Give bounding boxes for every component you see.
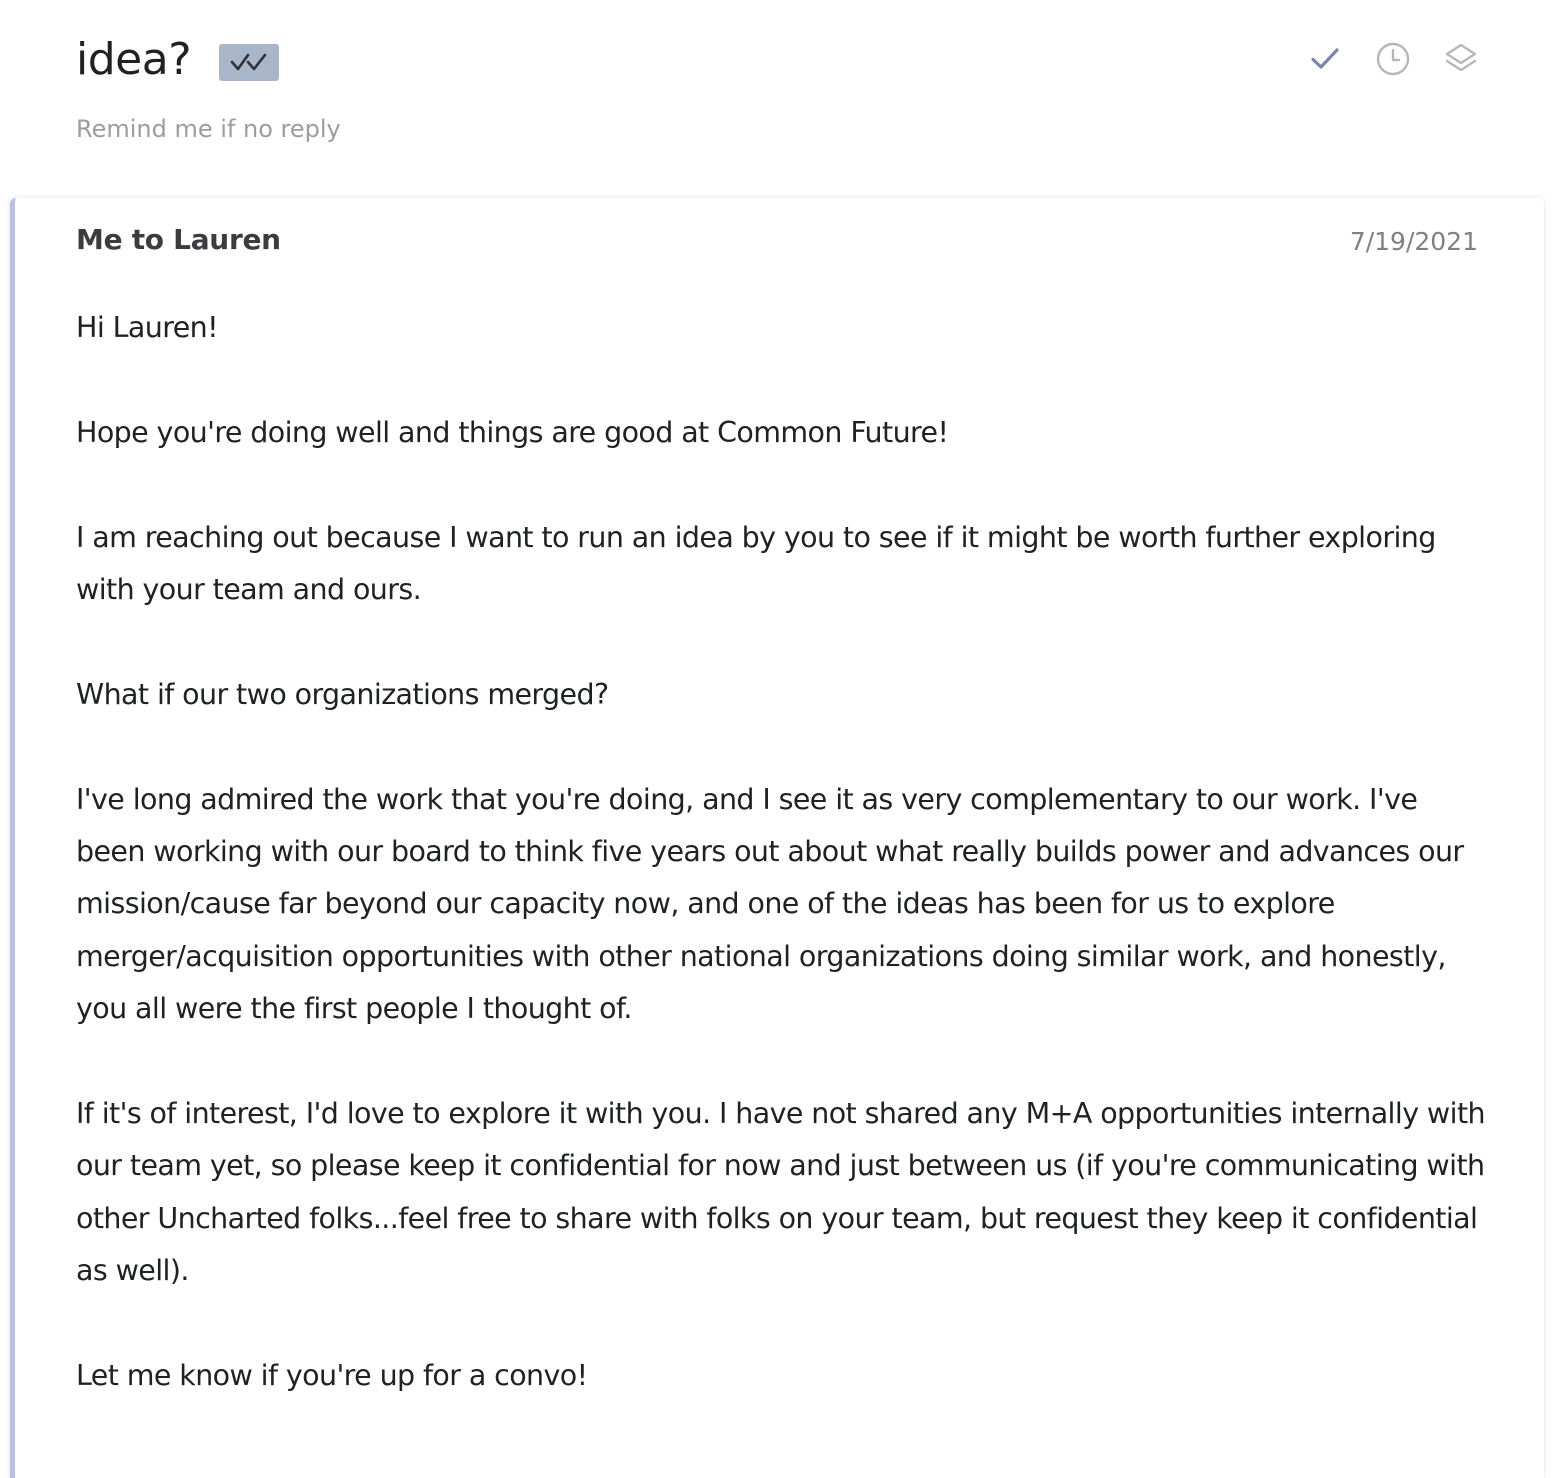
message-paragraph: I've long admired the work that you're doing, and I see it as very complementary to our work. I've been working with our board to think five years out about what really builds power and advances our mission/cause far beyond our capacity now, and one of the ideas has been for us to explore merger/acquisition opportunities with other national organizations doing similar work, and honestly, you all were the first people I thought of. — [76, 782, 1464, 1026]
message-paragraph: Let me know if you're up for a convo! — [76, 1359, 588, 1393]
move-to-button[interactable] — [1442, 40, 1480, 78]
message-date: 7/19/2021 — [1349, 227, 1478, 256]
double-check-icon — [228, 51, 270, 73]
layers-icon — [1444, 41, 1478, 77]
remind-me-link[interactable]: Remind me if no reply — [76, 115, 341, 143]
message-paragraph: I am reaching out because I want to run an idea by you to see if it might be worth further exploring with your team and ours. — [76, 520, 1436, 606]
thread-header — [0, 0, 1562, 190]
read-receipt-badge — [219, 44, 279, 81]
message-participants: Me to Lauren — [76, 223, 281, 256]
message-header — [76, 220, 1478, 260]
remind-later-button[interactable] — [1374, 40, 1412, 78]
message-paragraph: If it's of interest, I'd love to explore it with you. I have not shared any M+A opportunities internally with our team yet, so please keep it confidential for now and just between us (if you're communicating with other Uncharted folks...feel free to share with folks on your team, but request they keep it confidential as well). — [76, 1097, 1485, 1288]
message-paragraph: Hope you're doing well and things are good at Common Future! — [76, 415, 949, 449]
thread-subject: idea? — [76, 34, 192, 85]
clock-icon — [1375, 41, 1411, 77]
message-paragraph: What if our two organizations merged? — [76, 677, 609, 711]
check-icon — [1310, 47, 1340, 71]
message-body — [76, 302, 1486, 1455]
subject-row — [76, 30, 279, 90]
thread-actions — [1306, 40, 1480, 78]
message-paragraph: Hi Lauren! — [76, 311, 218, 344]
mark-done-button[interactable] — [1306, 40, 1344, 78]
message-card[interactable] — [10, 198, 1544, 1478]
